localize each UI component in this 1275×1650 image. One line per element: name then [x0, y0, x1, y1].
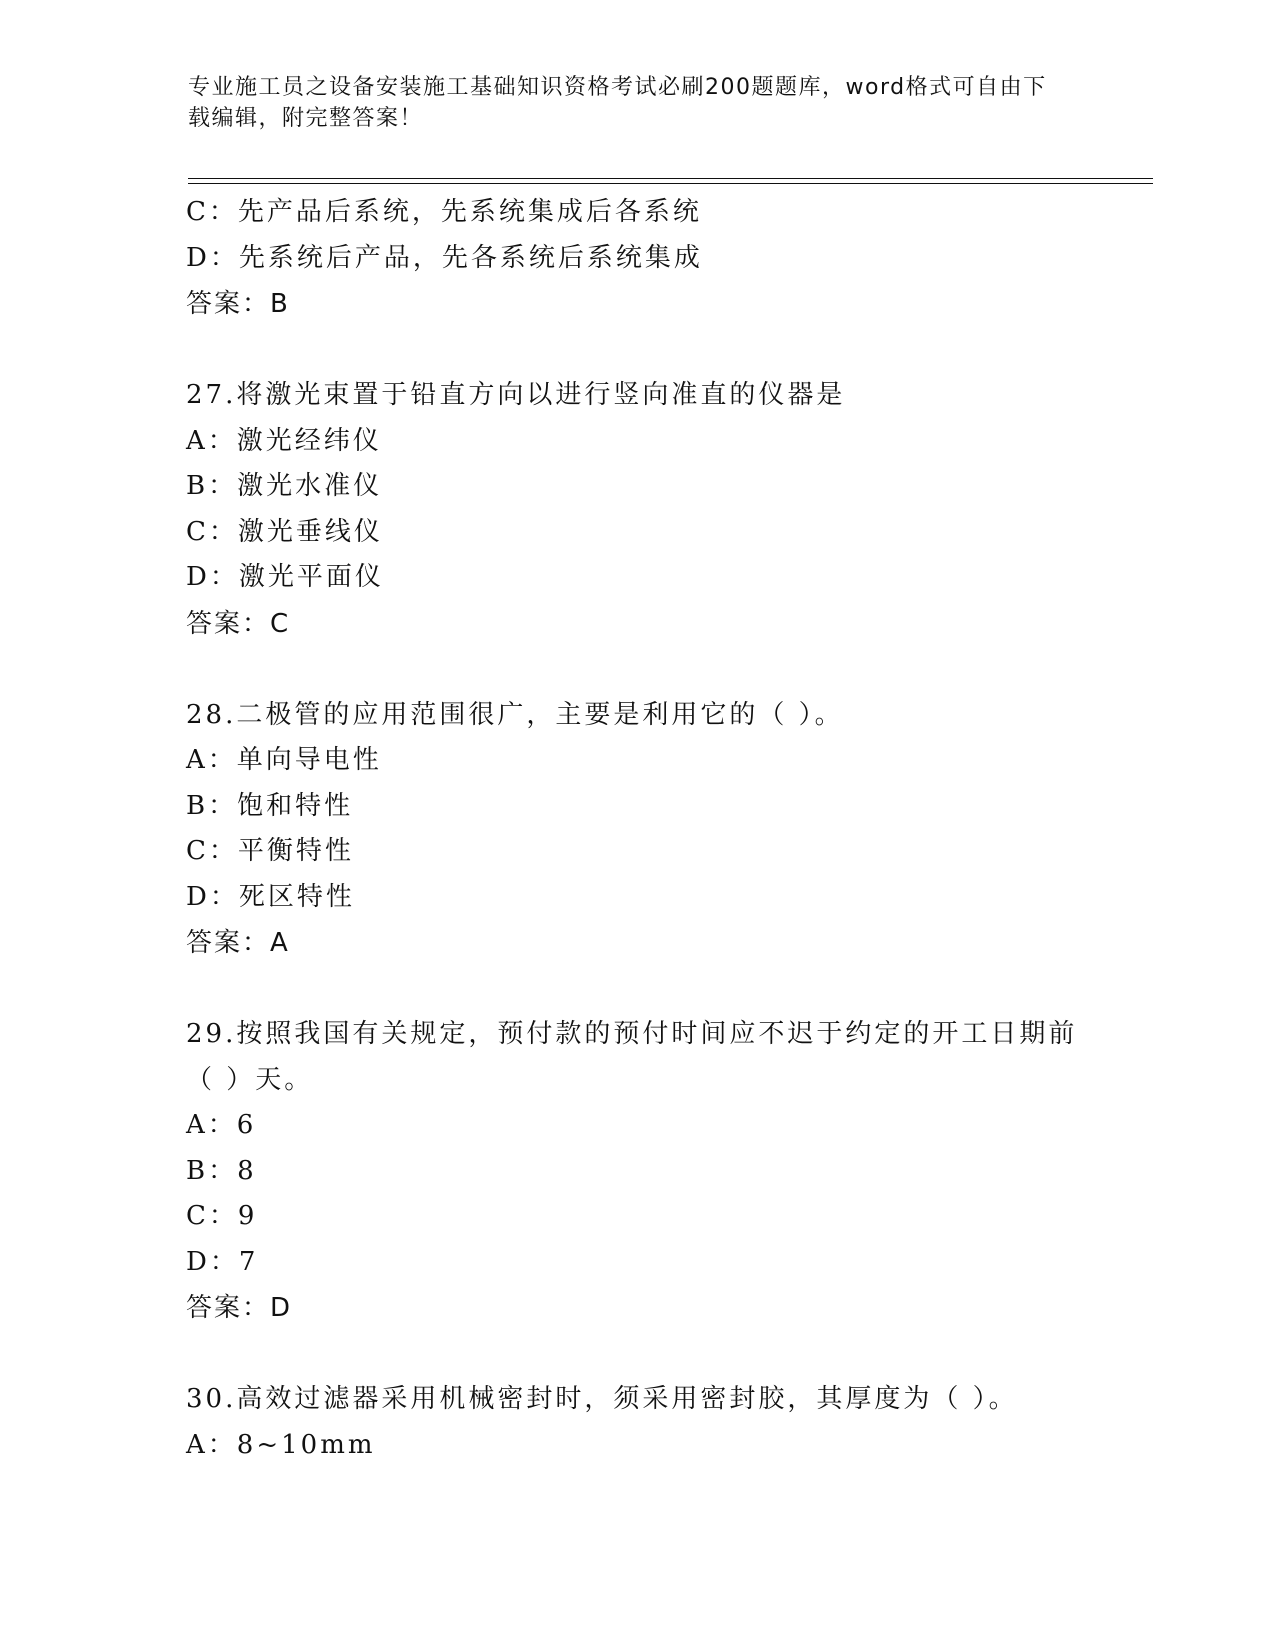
header-divider-top [188, 178, 1153, 179]
option-a: A：单向导电性 [186, 745, 382, 775]
option-c: C：先产品后系统，先系统集成后各系统 [186, 197, 702, 227]
question-list [186, 190, 1106, 1468]
question-text: 30.高效过滤器采用机械密封时，须采用密封胶，其厚度为（ ）。 [186, 1384, 1018, 1414]
question-text: 27.将激光束置于铅直方向以进行竖向准直的仪器是 [186, 380, 846, 410]
option-c: C：9 [186, 1201, 258, 1231]
option-a: A：6 [186, 1110, 257, 1140]
answer-line: 答案：A [186, 928, 290, 958]
option-d: D：死区特性 [186, 881, 355, 912]
option-b: B：激光水准仪 [186, 471, 383, 501]
option-c: C：平衡特性 [186, 836, 354, 866]
question-text: 29.按照我国有关规定，预付款的预付时间应不迟于约定的开工日期前（ ）天。 [186, 1019, 1078, 1095]
option-b: B：饱和特性 [186, 790, 354, 821]
document-header: 专业施工员之设备安装施工基础知识资格考试必刷200题题库，word格式可自由下载编辑，附完整答案！ [188, 75, 1047, 131]
answer-line: 答案：C [186, 608, 291, 639]
option-a: A：激光经纬仪 [186, 425, 382, 456]
header-divider-bottom [188, 183, 1153, 184]
option-c: C：激光垂线仪 [186, 516, 383, 547]
option-d: D：先系统后产品，先各系统后系统集成 [186, 242, 703, 273]
question-text: 28.二极管的应用范围很广，主要是利用它的（ ）。 [186, 699, 844, 730]
option-b: B：8 [186, 1155, 257, 1186]
option-d: D：7 [186, 1246, 259, 1277]
answer-line: 答案：D [186, 1293, 293, 1323]
option-d: D：激光平面仪 [186, 562, 384, 592]
option-a: A：8~10mm [186, 1429, 376, 1460]
answer-line: 答案：B [186, 289, 290, 319]
